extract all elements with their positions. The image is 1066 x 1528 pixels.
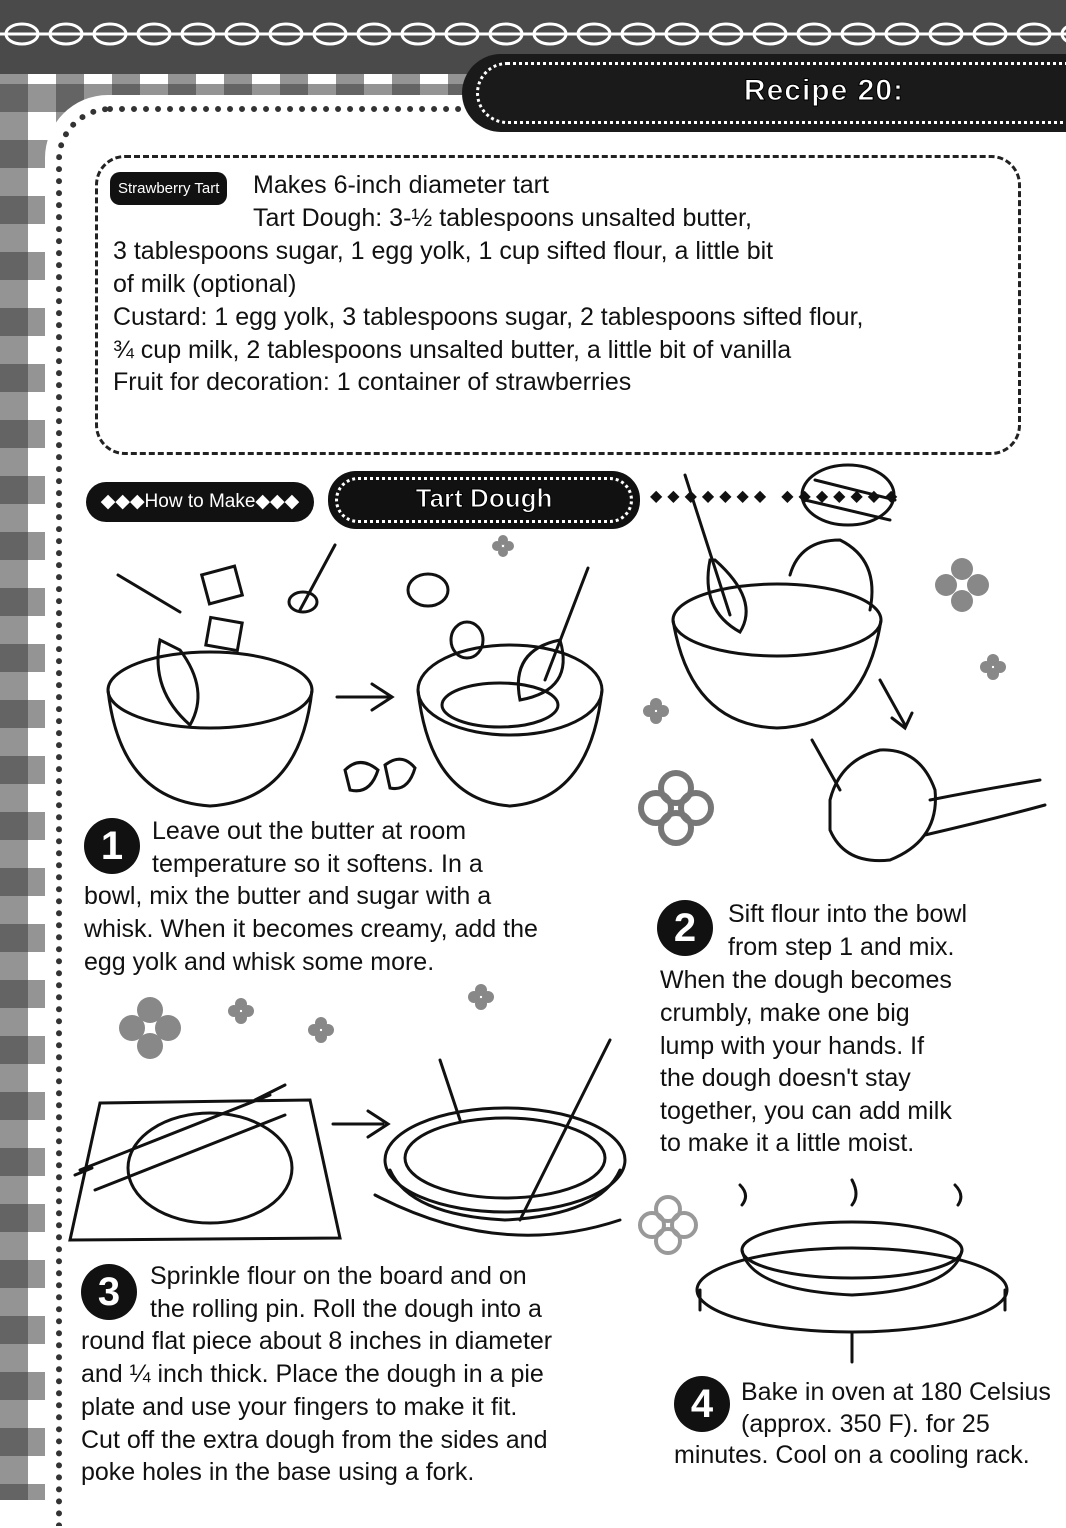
arrow-icon — [333, 1111, 388, 1137]
step-3-text: round flat piece about 8 inches in diameter — [81, 1327, 553, 1355]
cooling-rack-illustration — [697, 1180, 1007, 1362]
step-2-text: crumbly, make one big — [660, 999, 910, 1027]
diamond-divider: ◆◆◆◆◆◆◆ ◆◆◆◆◆◆◆ — [650, 486, 903, 505]
step-3-text: the rolling pin. Roll the dough into a — [150, 1295, 542, 1323]
flower-icon — [468, 984, 494, 1010]
tart-pan-illustration — [375, 1040, 625, 1235]
flower-outline-icon — [641, 773, 711, 843]
step-4-text: minutes. Cool on a cooling rack. — [674, 1441, 1030, 1469]
ingredient-line: Fruit for decoration: 1 container of strawberries — [113, 368, 632, 396]
step-3-text: Cut off the extra dough from the sides and — [81, 1426, 548, 1454]
tart-dough-label: Tart Dough — [415, 483, 553, 513]
ingredient-line: ¾ cup milk, 2 tablespoons unsalted butter, a little bit of vanilla — [113, 336, 792, 364]
ingredient-line: Custard: 1 egg yolk, 3 tablespoons sugar, 2 tablespoons sifted flour, — [113, 303, 864, 331]
step-3-text: plate and use your fingers to make it fit. — [81, 1393, 518, 1421]
flower-icon — [119, 997, 181, 1059]
arrow-icon — [337, 684, 392, 710]
step-4-badge: 4 — [674, 1376, 730, 1432]
recipe-title: Recipe 20: — [743, 74, 904, 107]
kneading-hands-illustration — [812, 740, 1045, 861]
step-2-text: lump with your hands. If — [660, 1032, 925, 1060]
down-arrow-icon — [880, 680, 912, 728]
step-1-text: whisk. When it becomes creamy, add the — [84, 915, 538, 943]
step-3-text: poke holes in the base using a fork. — [81, 1458, 475, 1486]
flower-icon — [935, 558, 989, 612]
mixing-bowl-illustration — [108, 545, 335, 806]
step-2-badge: 2 — [657, 900, 713, 956]
step-2-text: Sift flour into the bowl — [728, 900, 968, 928]
step-2-text: to make it a little moist. — [660, 1129, 915, 1157]
step-2-text: from step 1 and mix. — [728, 933, 955, 961]
flower-icon — [643, 698, 669, 724]
ingredient-line: Tart Dough: 3-½ tablespoons unsalted butter, — [253, 204, 752, 232]
step-3-text: and ¼ inch thick. Place the dough in a pie — [81, 1360, 544, 1388]
step-1-text: egg yolk and whisk some more. — [84, 948, 435, 976]
step-4-text: (approx. 350 F). for 25 — [741, 1410, 990, 1438]
flower-outline-icon — [640, 1197, 696, 1253]
sifting-bowl-illustration — [673, 465, 895, 728]
recipe-name-tag: Strawberry Tart — [110, 172, 227, 205]
flower-icon — [228, 998, 254, 1024]
step-1-badge: 1 — [84, 818, 140, 874]
how-to-make-label: ◆◆◆How to Make◆◆◆ — [86, 482, 314, 522]
step-1-text: bowl, mix the butter and sugar with a — [84, 882, 492, 910]
step-3-badge: 3 — [81, 1264, 137, 1320]
step-1-text: Leave out the butter at room — [152, 817, 467, 845]
step-2-text: the dough doesn't stay — [660, 1064, 911, 1092]
step-4-text: Bake in oven at 180 Celsius — [741, 1378, 1051, 1406]
whisk-bowl-illustration — [345, 568, 602, 806]
ingredient-line: of milk (optional) — [113, 270, 297, 298]
step-2-text: together, you can add milk — [660, 1097, 952, 1125]
rolling-pin-illustration — [70, 1085, 340, 1240]
flower-icon — [492, 535, 514, 557]
step-1-text: temperature so it softens. In a — [152, 850, 483, 878]
ingredient-line: 3 tablespoons sugar, 1 egg yolk, 1 cup sifted flour, a little bit — [113, 237, 774, 265]
flower-icon — [308, 1017, 334, 1043]
flower-icon — [980, 654, 1006, 680]
step-3-text: Sprinkle flour on the board and on — [150, 1262, 527, 1290]
ingredient-line: Makes 6-inch diameter tart — [253, 171, 549, 199]
step-2-text: When the dough becomes — [660, 966, 952, 994]
